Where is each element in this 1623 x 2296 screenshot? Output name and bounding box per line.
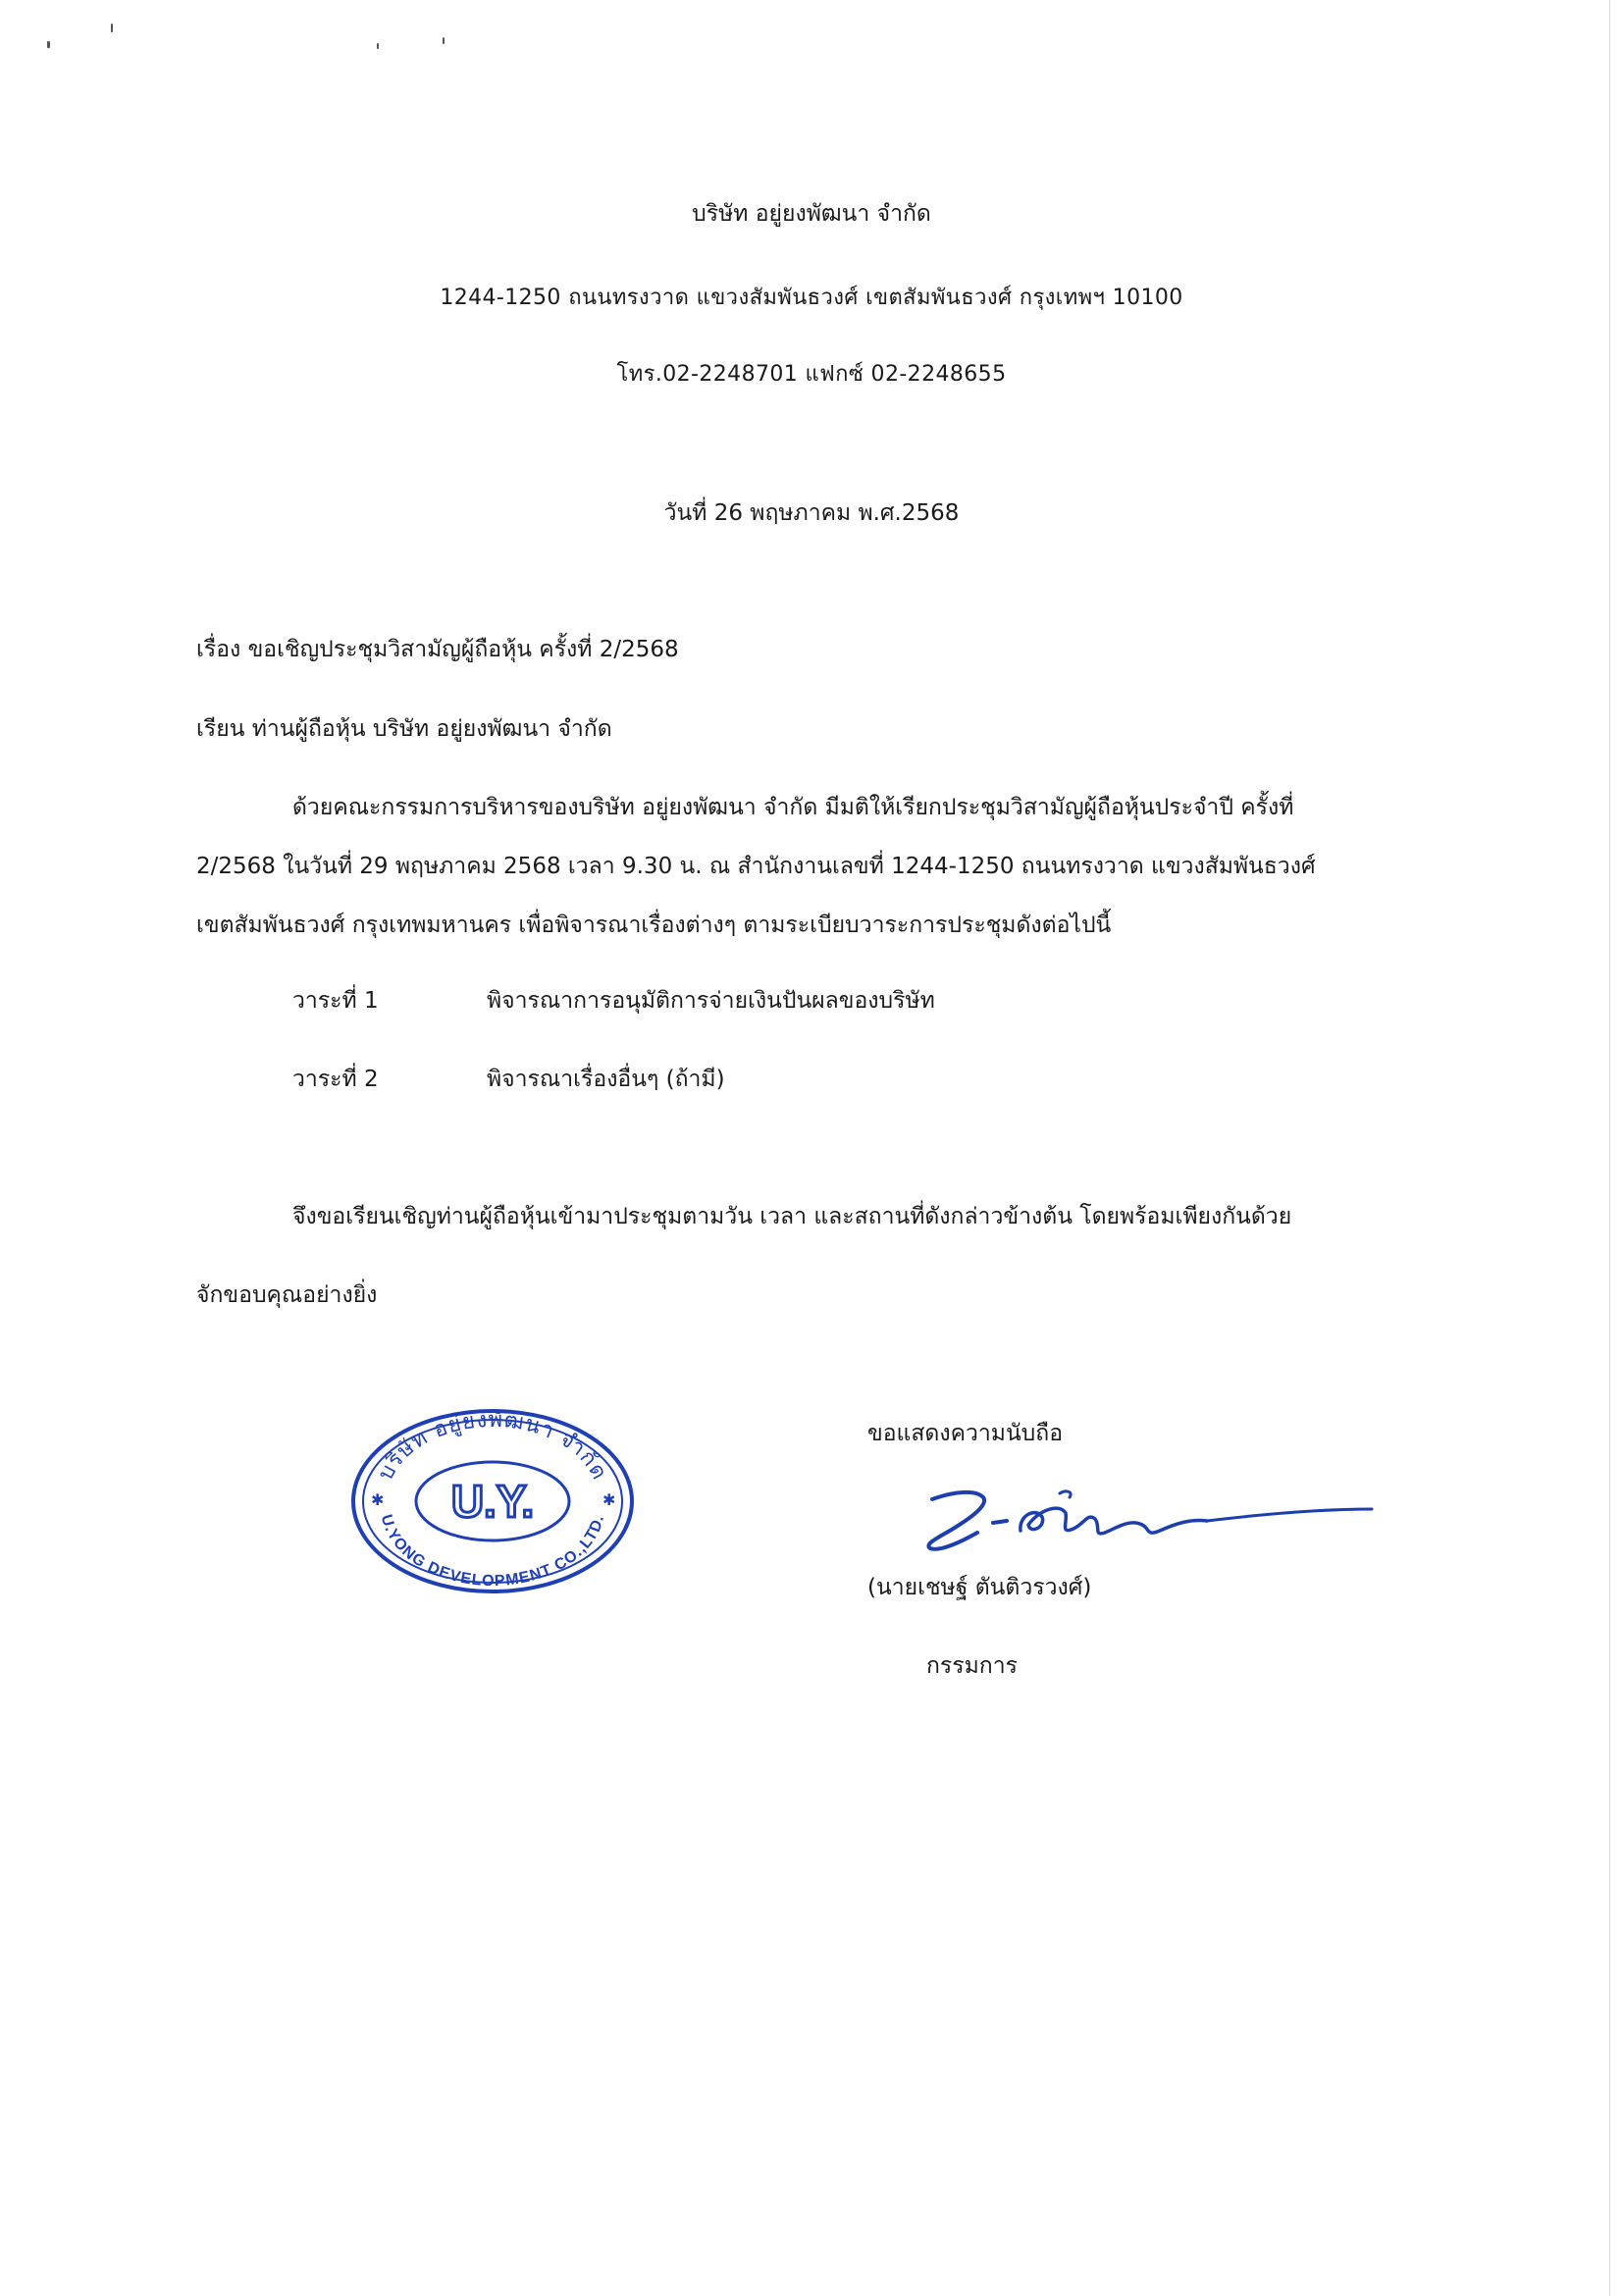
stamp-logo: U.Y. [450,1476,535,1527]
signature-stroke [993,1521,1007,1523]
stamp-thai-text: บริษัท อยู่ยงพัฒนา จำกัด [373,1407,612,1485]
company-stamp [345,1403,640,1599]
signature-stroke [1207,1509,1372,1521]
signature-regards: ขอแสดงความนับถือ [867,1421,1064,1446]
scan-speck [377,43,379,49]
handwritten-signature [913,1480,1384,1568]
agenda-2-label: วาระที่ 2 [292,1067,379,1092]
signature-stroke [928,1492,984,1549]
scan-speck [443,37,445,44]
body-line-1: ด้วยคณะกรรมการบริหารของบริษัท อยู่ยงพัฒนา จำกัด มีมติให้เรียกประชุมวิสามัญผู้ถือหุ้นประจำปี ครั้งที่ [292,795,1294,820]
closing-line-2: จักขอบคุณอย่างยิ่ง [196,1282,378,1308]
body-line-2: 2/2568 ในวันที่ 29 พฤษภาคม 2568 เวลา 9.30 น. ณ สำนักงานเลขที่ 1244-1250 ถนนทรงวาด แขวงสัมพันธวงศ์ [196,854,1316,879]
company-name: บริษัท อยู่ยงพัฒนา จำกัด [692,201,931,227]
signatory-name: (นายเชษฐ์ ตันติวรวงศ์) [867,1575,1092,1600]
agenda-1-label: วาระที่ 1 [292,988,379,1014]
agenda-2-text: พิจารณาเรื่องอื่นๆ (ถ้ามี) [487,1067,725,1092]
company-contact: โทร.02-2248701 แฟกซ์ 02-2248655 [616,362,1007,387]
stamp-star-icon: ✱ [602,1490,616,1509]
letter-subject: เรื่อง ขอเชิญประชุมวิสามัญผู้ถือหุ้น ครั้งที่ 2/2568 [196,637,679,662]
signature-stroke [1060,1491,1071,1497]
company-address: 1244-1250 ถนนทรงวาด แขวงสัมพันธวงศ์ เขตสัมพันธวงศ์ กรุงเทพฯ 10100 [440,286,1183,310]
letter-date: วันที่ 26 พฤษภาคม พ.ศ.2568 [663,500,960,526]
signatory-title: กรรมการ [926,1653,1018,1679]
scan-speck [111,24,113,32]
signature-stroke [1021,1508,1207,1534]
closing-line-1: จึงขอเรียนเชิญท่านผู้ถือหุ้นเข้ามาประชุมตามวัน เวลา และสถานที่ดังกล่าวข้างต้น โดยพร้อมเพียงกันด้วย [292,1204,1292,1229]
letter-salutation: เรียน ท่านผู้ถือหุ้น บริษัท อยู่ยงพัฒนา จำกัด [196,716,612,742]
scan-speck [47,41,50,48]
stamp-english-text: U.YONG DEVELOPMENT CO.,LTD. [377,1512,608,1591]
agenda-1-text: พิจารณาการอนุมัติการจ่ายเงินปันผลของบริษัท [487,988,935,1014]
scan-edge-line [1609,0,1610,2296]
stamp-star-icon: ✱ [371,1490,385,1509]
body-line-3: เขตสัมพันธวงศ์ กรุงเทพมหานคร เพื่อพิจารณาเรื่องต่างๆ ตามระเบียบวาระการประชุมดังต่อไปนี้ [196,913,1112,938]
